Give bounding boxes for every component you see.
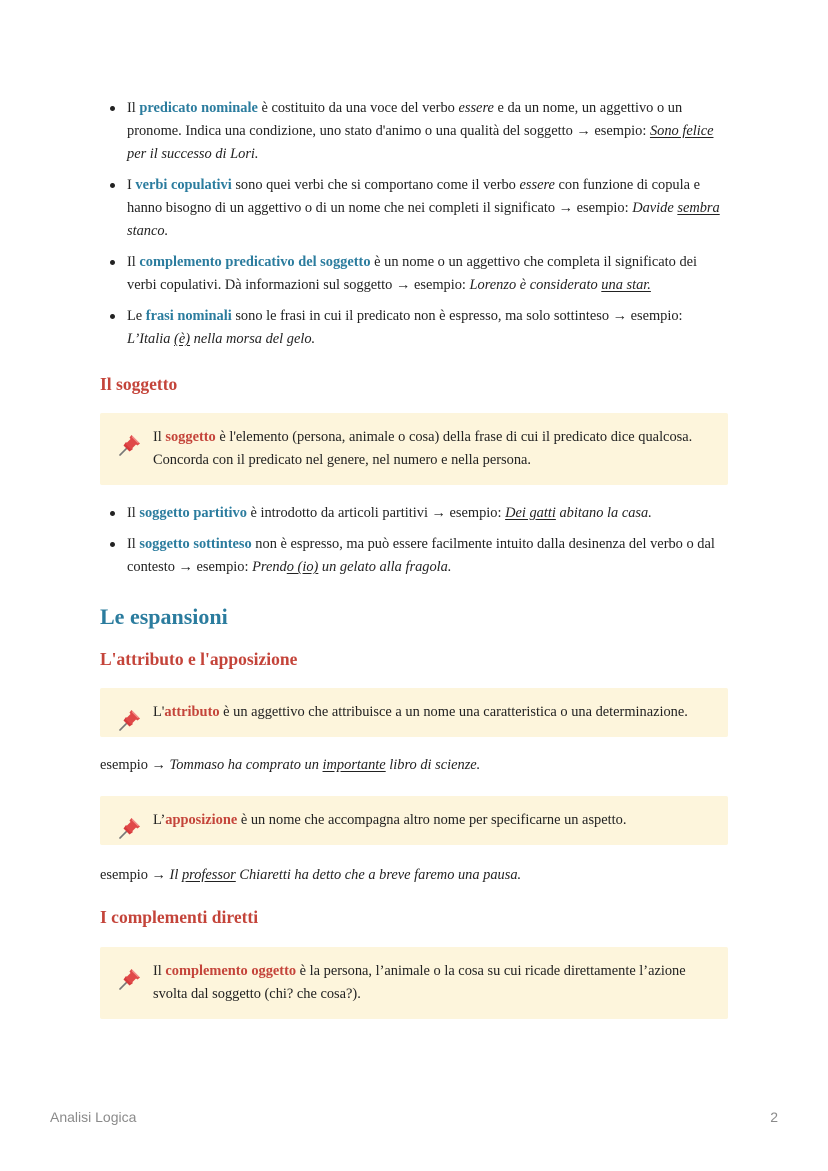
term: apposizione	[165, 812, 238, 828]
subsection-heading-diretti: I complementi diretti	[100, 907, 259, 927]
note-box-attributo: L'attributo è un aggettivo che attribuisce a un nome una caratteristica o una determinazione.	[100, 688, 728, 737]
subsection-heading-attributo: L'attributo e l'apposizione	[100, 649, 298, 669]
term: soggetto partitivo	[139, 505, 247, 521]
soggetto-list	[100, 502, 728, 579]
note-box-complemento-oggetto: Il complemento oggetto è la persona, l’animale o la cosa su cui ricade direttamente l’azione svolta dal soggetto (chi? che cosa?).	[100, 947, 728, 1019]
term: predicato nominale	[139, 100, 258, 116]
example-underline: sembra	[677, 200, 720, 216]
list-item: I verbi copulativi sono quei verbi che si comportano come il verbo essere con funzione di copula e hanno bisogno di un aggettivo o di un nome che nei completi il significato → esempio: Davide sembra stanco.	[100, 174, 728, 243]
footer-title: Analisi Logica	[50, 1109, 137, 1125]
example-underline: Sono felice	[649, 123, 714, 139]
list-item: Il complemento predicativo del soggetto è un nome o un aggettivo che completa il significato dei verbi copulativi. Dà informazioni sul soggetto → esempio: Lorenzo è considerato una star.	[100, 251, 728, 297]
note-box-apposizione: L’apposizione è un nome che accompagna altro nome per specificarne un aspetto.	[100, 796, 728, 845]
pushpin-icon	[117, 966, 143, 992]
term: complemento oggetto	[165, 963, 297, 979]
list-item: Il soggetto partitivo è introdotto da articoli partitivi → esempio: Dei gatti abitano la casa.	[100, 502, 728, 525]
list-item: Le frasi nominali sono le frasi in cui il predicato non è espresso, ma solo sottinteso → esempio: L’Italia (è) nella morsa del gelo.	[100, 305, 728, 351]
term: verbi copulativi	[135, 177, 232, 193]
pushpin-icon	[117, 815, 143, 841]
list-item: Il predicato nominale è costituito da una voce del verbo essere e da un nome, un aggettivo o un pronome. Indica una condizione, uno stato d'animo o una qualità del soggetto → esempio: Sono felice per il successo di Lori.	[100, 97, 728, 166]
term: soggetto sottinteso	[139, 536, 252, 552]
example-underline: una star.	[601, 277, 651, 293]
page-content	[100, 97, 728, 1019]
pushpin-icon	[117, 707, 143, 733]
pushpin-icon	[117, 432, 143, 458]
example-underline: (è)	[174, 331, 191, 347]
section-heading-soggetto: Il soggetto	[100, 374, 178, 394]
example-underline: importante	[322, 757, 386, 773]
list-item: Il soggetto sottinteso non è espresso, ma può essere facilmente intuito dalla desinenza del verbo o dal contesto → esempio: Prendo (io) un gelato alla fragola.	[100, 533, 728, 579]
note-box-soggetto: Il soggetto è l'elemento (persona, animale o cosa) della frase di cui il predicato dice qualcosa. Concorda con il predicato nel genere, nel numero e nella persona.	[100, 413, 728, 485]
example-underline: Dei gatti	[505, 505, 556, 521]
example-apposizione: esempio → Il professor Chiaretti ha detto che a breve faremo una pausa.	[100, 867, 522, 883]
page-number: 2	[770, 1109, 778, 1125]
definitions-list	[100, 97, 728, 351]
section-heading-espansioni: Le espansioni	[100, 604, 228, 629]
term: complemento predicativo del soggetto	[139, 254, 371, 270]
term: frasi nominali	[145, 308, 232, 324]
example-underline: o (io)	[286, 559, 319, 575]
term: attributo	[164, 704, 220, 720]
example-underline: professor	[181, 867, 236, 883]
term: soggetto	[165, 429, 216, 445]
example-attributo: esempio → Tommaso ha comprato un importante libro di scienze.	[100, 757, 481, 773]
